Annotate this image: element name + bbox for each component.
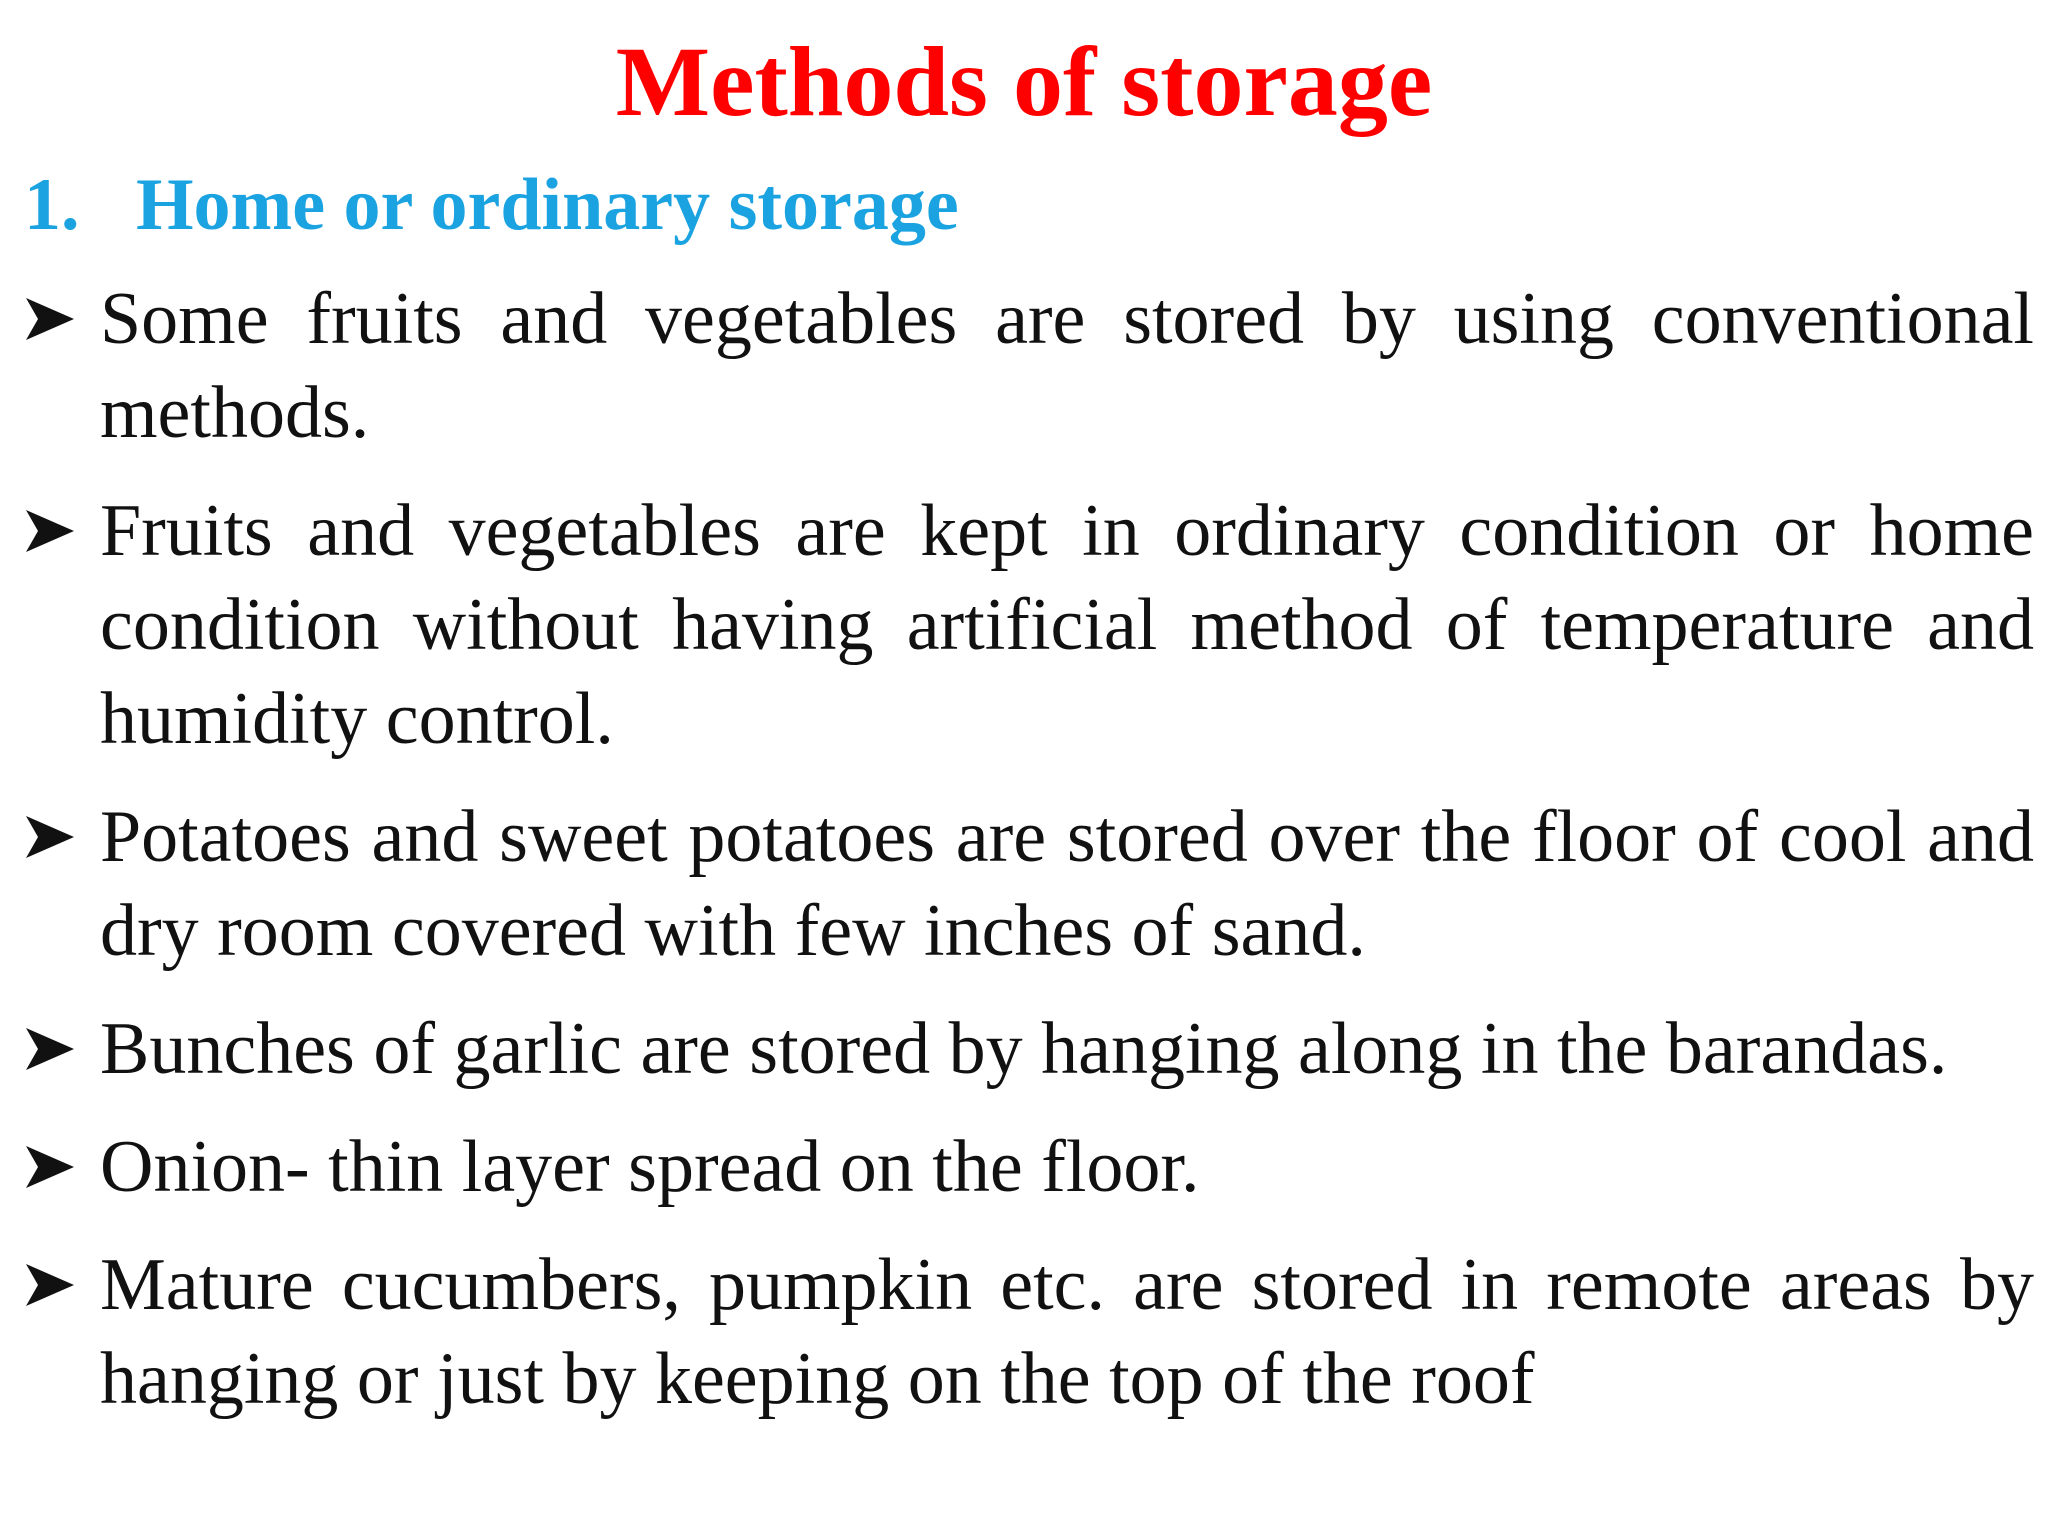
arrow-bullet-icon [24,1238,88,1332]
list-item [24,272,2034,460]
bullet-list [24,272,2034,1450]
arrow-bullet-icon [24,272,88,366]
list-item [24,1120,2034,1214]
list-item-text: Mature cucumbers, pumpkin etc. are stored in remote areas by hanging or just by keeping on the top of the roof [100,1244,2034,1420]
list-item [24,484,2034,766]
list-item [24,790,2034,978]
arrow-bullet-icon [24,790,88,884]
page-title: Methods of storage [615,26,1433,137]
arrow-bullet-icon [24,1002,88,1096]
list-item-text: Bunches of garlic are stored by hanging along in the barandas. [100,1008,1948,1090]
arrow-bullet-icon [24,1120,88,1214]
list-item [24,1238,2034,1426]
list-item-text: Potatoes and sweet potatoes are stored over the floor of cool and dry room covered with few inches of sand. [100,796,2034,972]
list-item-text: Some fruits and vegetables are stored by using conventional methods. [100,278,2034,454]
section-heading [24,160,959,250]
list-item-text: Onion- thin layer spread on the floor. [100,1126,1200,1208]
list-item [24,1002,2034,1096]
section-number: 1. [24,164,80,246]
list-item-text: Fruits and vegetables are kept in ordinary condition or home condition without having artificial method of temperature and humidity control. [100,490,2034,760]
arrow-bullet-icon [24,484,88,578]
section-title: Home or ordinary storage [136,164,959,246]
